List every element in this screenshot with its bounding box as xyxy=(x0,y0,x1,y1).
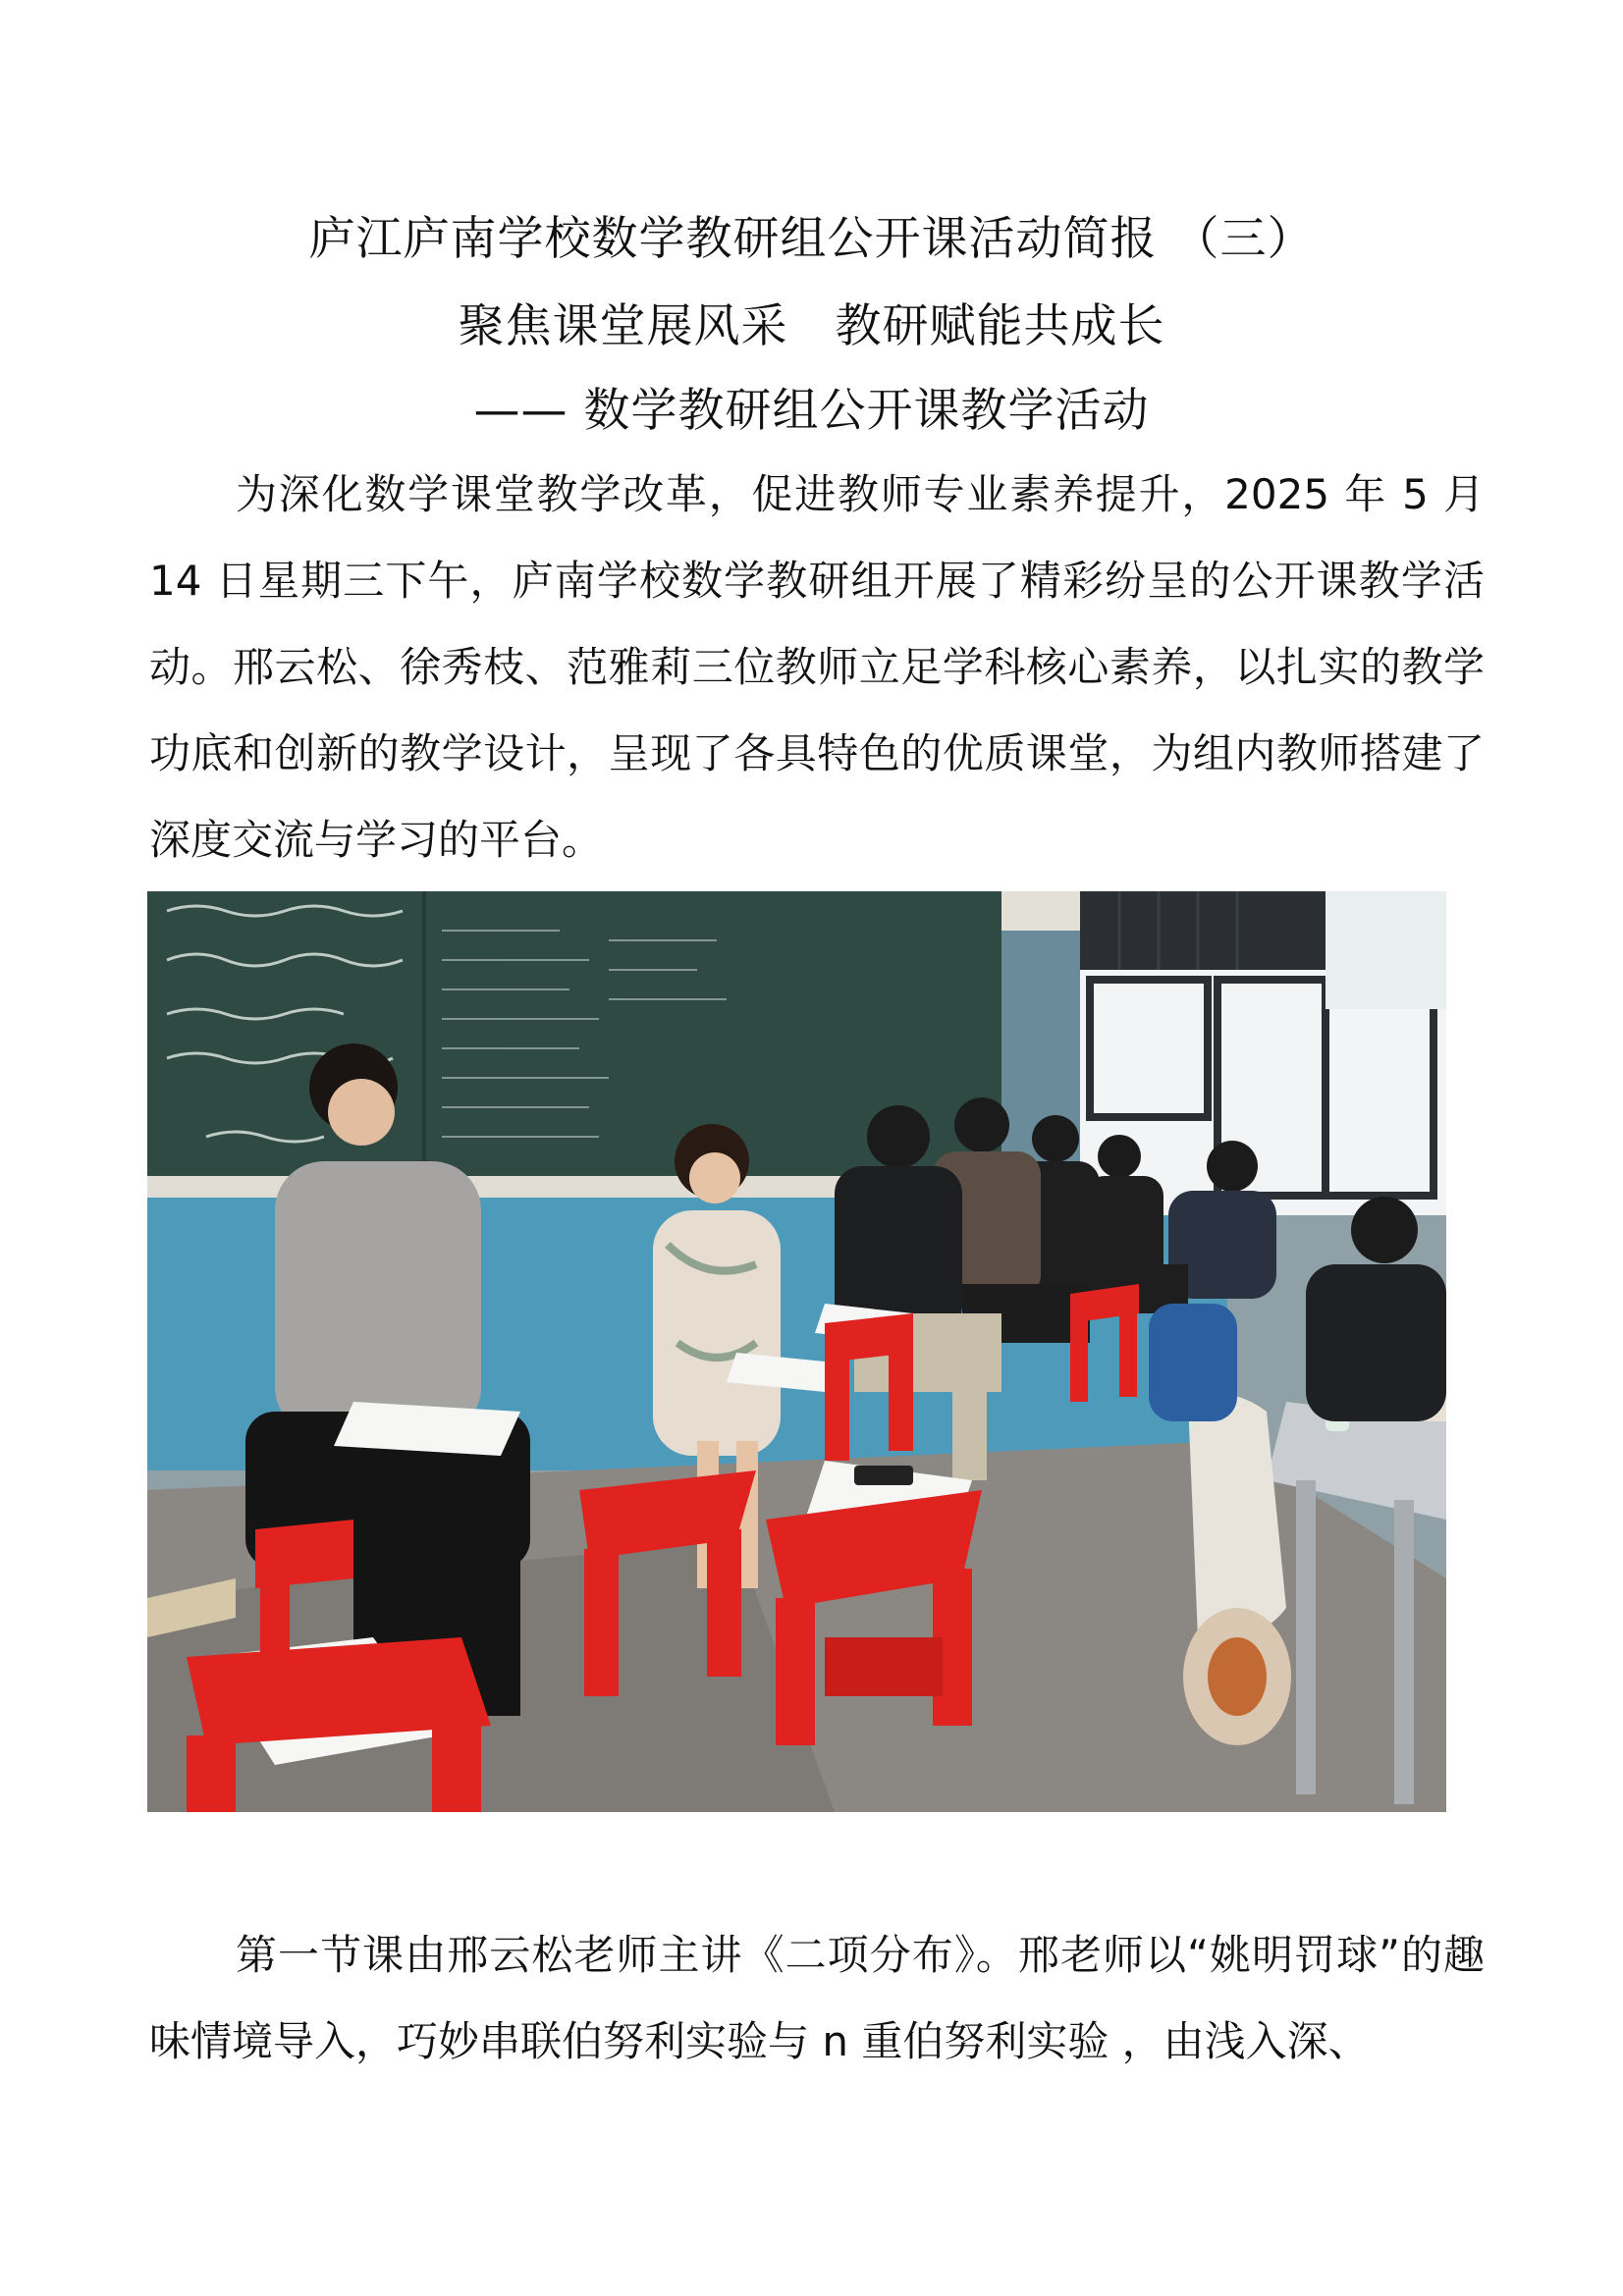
first-lesson-paragraph: 第一节课由邢云松老师主讲《二项分布》。邢老师以“姚明罚球”的趣味情境导入，巧妙串联伯努利实验与 n 重伯努利实验 ，由浅入深、 xyxy=(149,1931,1485,2065)
classroom-photo xyxy=(147,891,1446,1812)
intro-paragraph: 为深化数学课堂教学改革，促进教师专业素养提升，2025 年 5 月 14 日星期三下午，庐南学校数学教研组开展了精彩纷呈的公开课教学活动。邢云松、徐秀枝、范雅莉三位教师立足学科核心素养，以扎实的教学功底和创新的教学设计，呈现了各具特色的优质课堂，为组内教师搭建了深度交流与学习的平台。 xyxy=(149,470,1485,864)
document-title: 庐江庐南学校数学教研组公开课活动简报 （三） xyxy=(308,212,1315,266)
document-subtitle: 聚焦课堂展风采 教研赋能共成长 xyxy=(458,299,1165,353)
document-subtitle-secondary: —— 数学教研组公开课教学活动 xyxy=(473,384,1150,438)
